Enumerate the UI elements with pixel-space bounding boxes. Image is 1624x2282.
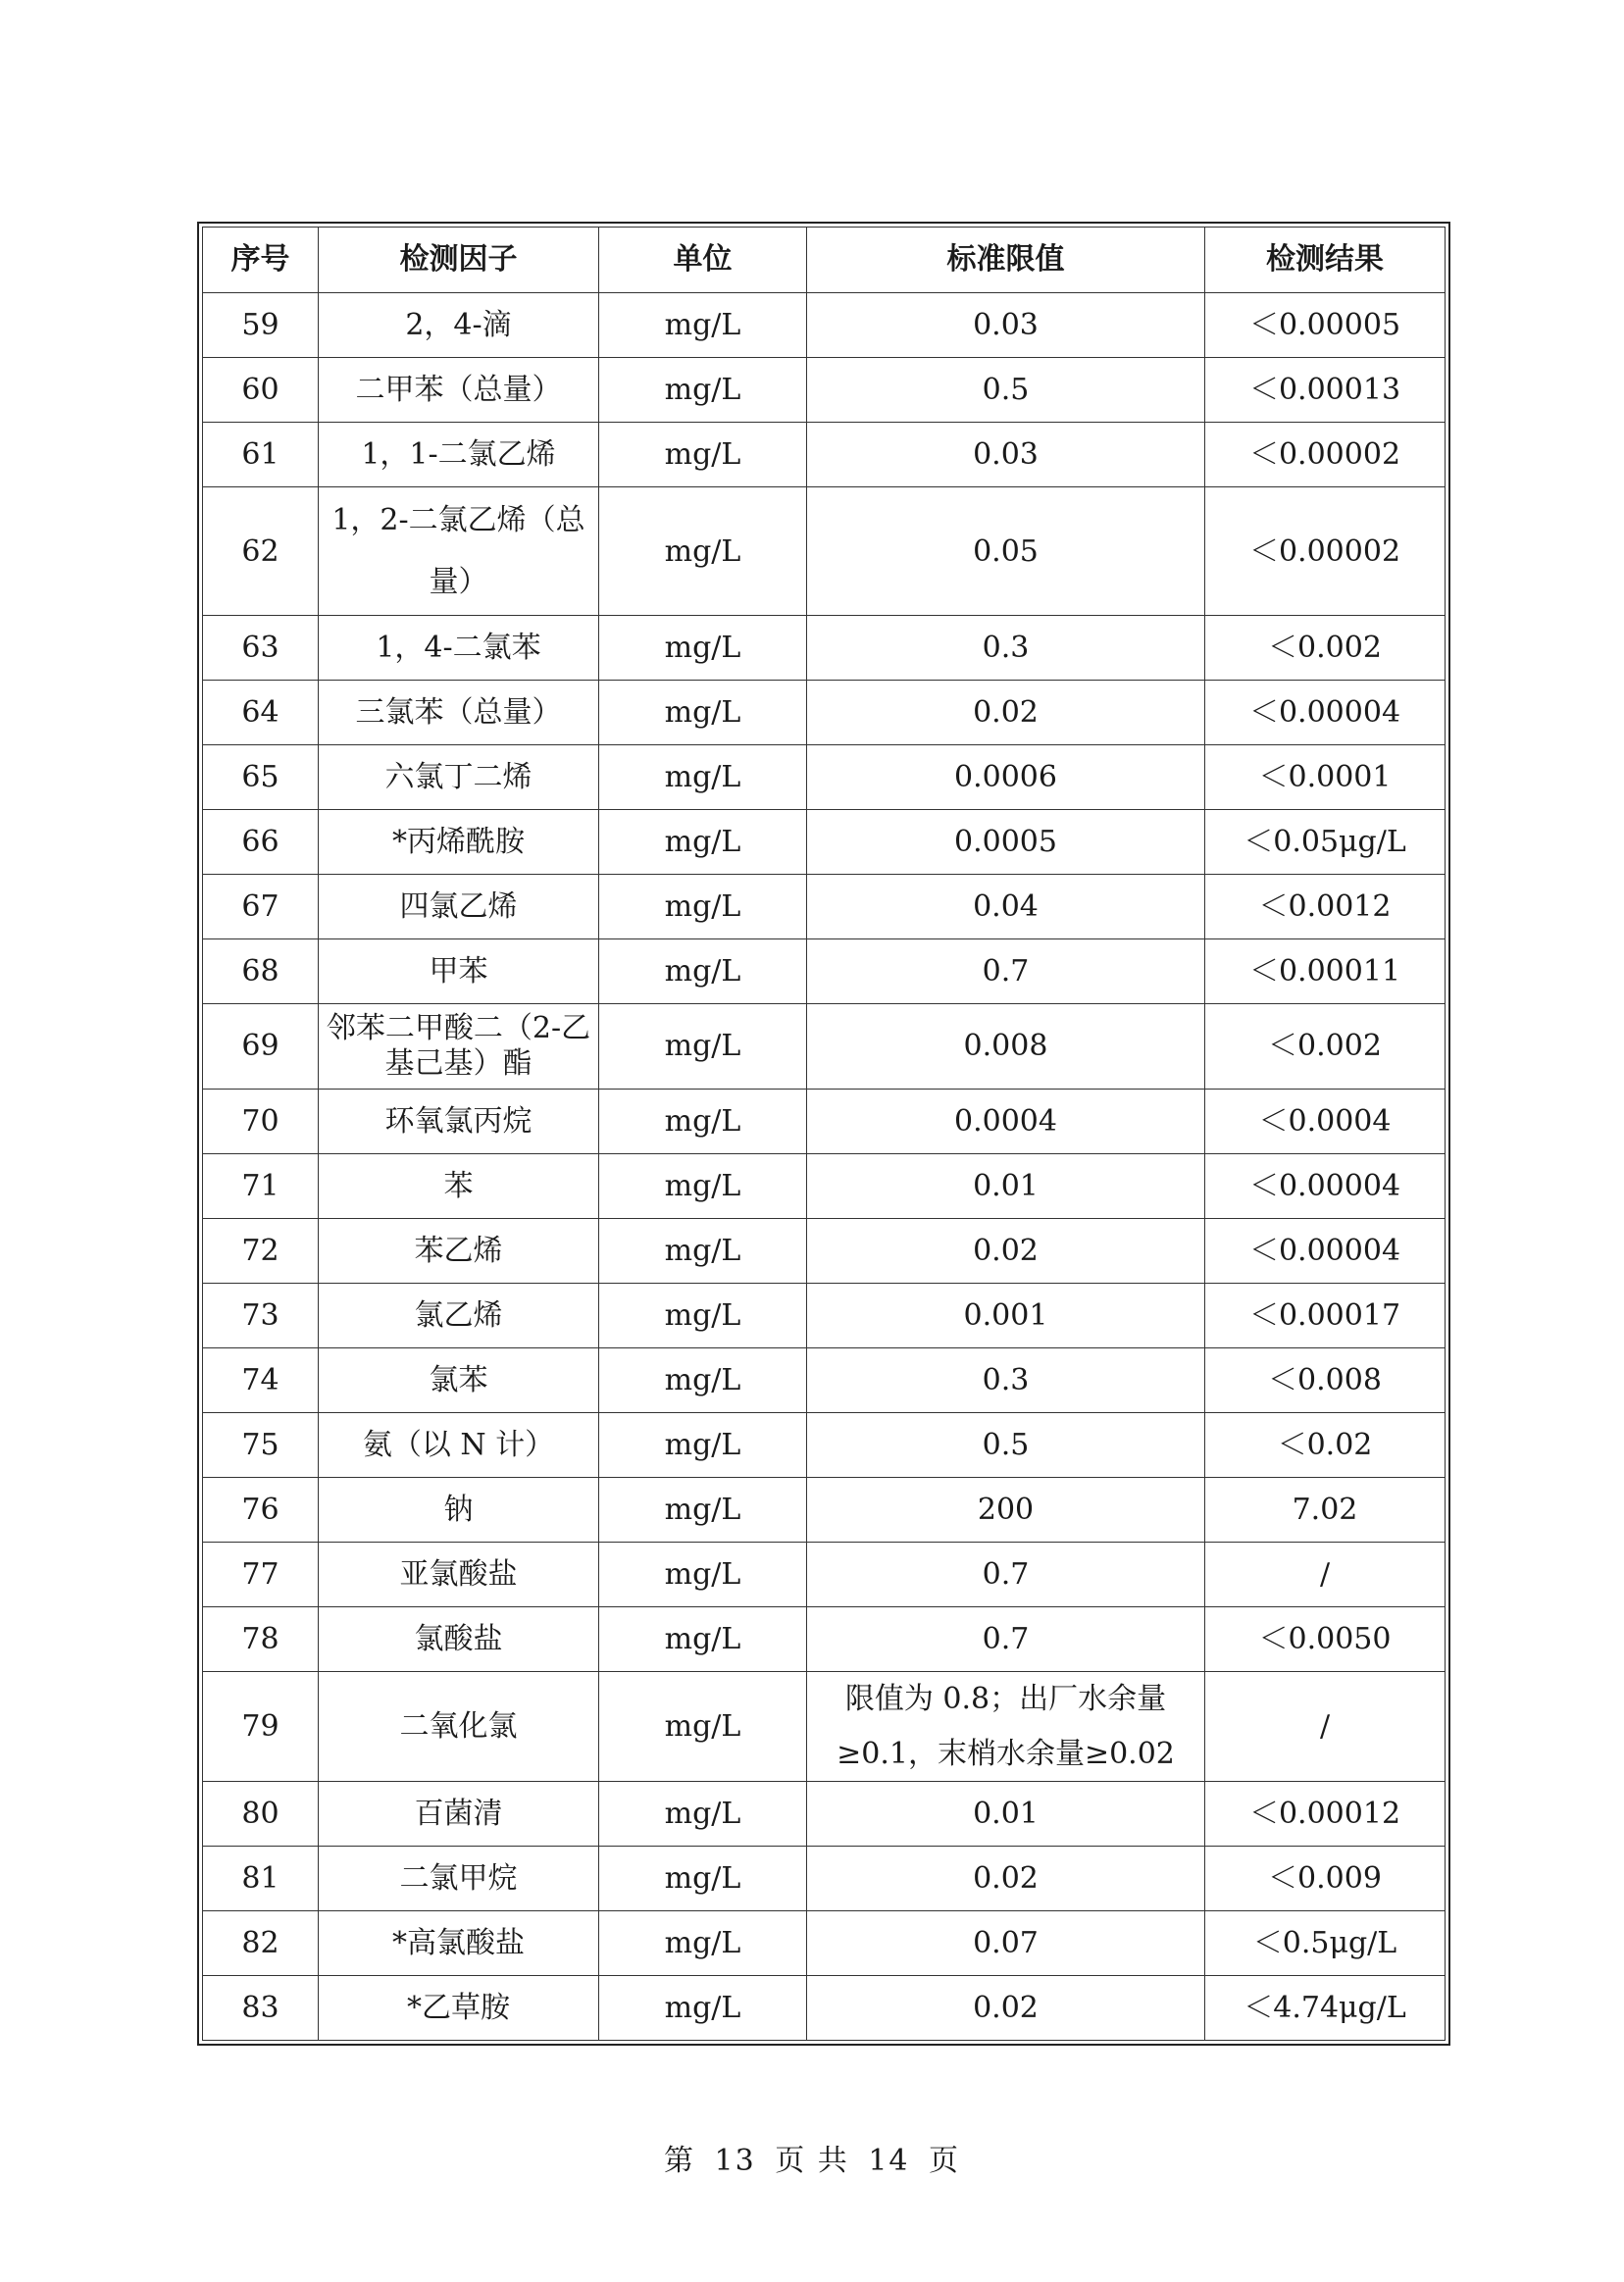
- row-factor: 1，1-二氯乙烯: [319, 423, 599, 487]
- row-result: /: [1205, 1543, 1446, 1607]
- row-no: 69: [203, 1004, 319, 1090]
- row-unit: mg/L: [599, 1004, 807, 1090]
- row-factor: 1，2-二氯乙烯（总量）: [319, 487, 599, 616]
- footer-total-pages: 14: [868, 2144, 910, 2178]
- table-row: [203, 810, 1446, 875]
- row-unit: mg/L: [599, 939, 807, 1004]
- footer-middle: 页 共: [775, 2144, 849, 2178]
- row-limit: 0.001: [807, 1284, 1205, 1348]
- row-factor: 氯乙烯: [319, 1284, 599, 1348]
- row-factor: 三氯苯（总量）: [319, 681, 599, 745]
- row-limit: 0.07: [807, 1911, 1205, 1976]
- row-unit: mg/L: [599, 1348, 807, 1413]
- row-unit: mg/L: [599, 1219, 807, 1284]
- row-limit: 0.05: [807, 487, 1205, 616]
- row-factor: 氯苯: [319, 1348, 599, 1413]
- row-unit: mg/L: [599, 1284, 807, 1348]
- row-unit: mg/L: [599, 1911, 807, 1976]
- row-factor: *乙草胺: [319, 1976, 599, 2041]
- table-row: [203, 681, 1446, 745]
- row-factor: 氨（以 N 计）: [319, 1413, 599, 1478]
- row-limit: 0.0005: [807, 810, 1205, 875]
- row-no: 62: [203, 487, 319, 616]
- results-table: [202, 227, 1446, 2041]
- results-table-frame: [197, 222, 1450, 2046]
- row-unit: mg/L: [599, 681, 807, 745]
- row-no: 83: [203, 1976, 319, 2041]
- row-no: 68: [203, 939, 319, 1004]
- table-row: [203, 745, 1446, 810]
- row-unit: mg/L: [599, 1607, 807, 1672]
- table-row: [203, 616, 1446, 681]
- table-row: [203, 1607, 1446, 1672]
- row-factor: 二氯甲烷: [319, 1847, 599, 1911]
- table-row: [203, 1672, 1446, 1782]
- row-result: ＜0.00002: [1205, 487, 1446, 616]
- row-result: ＜0.00004: [1205, 1219, 1446, 1284]
- row-factor: 二甲苯（总量）: [319, 358, 599, 423]
- row-factor: 1，4-二氯苯: [319, 616, 599, 681]
- row-no: 59: [203, 293, 319, 358]
- row-result: ＜4.74μg/L: [1205, 1976, 1446, 2041]
- row-result: ＜0.00012: [1205, 1782, 1446, 1847]
- row-result: ＜0.009: [1205, 1847, 1446, 1911]
- row-result: ＜0.02: [1205, 1413, 1446, 1478]
- row-limit: 0.0004: [807, 1090, 1205, 1154]
- row-no: 61: [203, 423, 319, 487]
- table-row: [203, 1004, 1446, 1090]
- row-factor: 百菌清: [319, 1782, 599, 1847]
- row-limit: 0.03: [807, 423, 1205, 487]
- footer-page-number: 13: [714, 2144, 756, 2178]
- row-result: ＜0.00013: [1205, 358, 1446, 423]
- row-factor: *高氯酸盐: [319, 1911, 599, 1976]
- table-row: [203, 1543, 1446, 1607]
- row-factor: 甲苯: [319, 939, 599, 1004]
- table-row: [203, 939, 1446, 1004]
- table-row: [203, 1976, 1446, 2041]
- table-row: [203, 1219, 1446, 1284]
- footer-suffix: 页: [929, 2144, 961, 2178]
- row-result: ＜0.00011: [1205, 939, 1446, 1004]
- row-limit: 0.3: [807, 616, 1205, 681]
- row-unit: mg/L: [599, 423, 807, 487]
- row-unit: mg/L: [599, 1478, 807, 1543]
- row-no: 72: [203, 1219, 319, 1284]
- row-no: 80: [203, 1782, 319, 1847]
- footer-prefix: 第: [663, 2144, 695, 2178]
- row-no: 76: [203, 1478, 319, 1543]
- row-factor: 2，4-滴: [319, 293, 599, 358]
- row-limit: 0.008: [807, 1004, 1205, 1090]
- table-row: [203, 1911, 1446, 1976]
- row-no: 79: [203, 1672, 319, 1782]
- row-limit: 0.02: [807, 681, 1205, 745]
- table-row: [203, 293, 1446, 358]
- row-limit: 0.01: [807, 1782, 1205, 1847]
- row-limit: 0.5: [807, 358, 1205, 423]
- row-factor: 邻苯二甲酸二（2-乙基己基）酯: [319, 1004, 599, 1090]
- row-unit: mg/L: [599, 1976, 807, 2041]
- row-no: 73: [203, 1284, 319, 1348]
- table-row: [203, 875, 1446, 939]
- table-row: [203, 358, 1446, 423]
- row-factor: 二氧化氯: [319, 1672, 599, 1782]
- row-no: 70: [203, 1090, 319, 1154]
- row-no: 66: [203, 810, 319, 875]
- row-limit: 0.02: [807, 1976, 1205, 2041]
- row-no: 74: [203, 1348, 319, 1413]
- row-no: 65: [203, 745, 319, 810]
- row-result: ＜0.0001: [1205, 745, 1446, 810]
- row-limit: 0.01: [807, 1154, 1205, 1219]
- header-limit: 标准限值: [807, 228, 1205, 293]
- row-no: 71: [203, 1154, 319, 1219]
- row-unit: mg/L: [599, 293, 807, 358]
- row-factor: *丙烯酰胺: [319, 810, 599, 875]
- table-row: [203, 487, 1446, 616]
- row-factor: 环氧氯丙烷: [319, 1090, 599, 1154]
- table-header-row: [203, 228, 1446, 293]
- row-unit: mg/L: [599, 1847, 807, 1911]
- row-no: 82: [203, 1911, 319, 1976]
- row-limit: 0.7: [807, 939, 1205, 1004]
- table-row: [203, 1348, 1446, 1413]
- table-row: [203, 1478, 1446, 1543]
- row-factor: 四氯乙烯: [319, 875, 599, 939]
- header-unit: 单位: [599, 228, 807, 293]
- page-footer: [0, 2136, 1624, 2179]
- table-row: [203, 1847, 1446, 1911]
- row-result: ＜0.00017: [1205, 1284, 1446, 1348]
- table-row: [203, 1413, 1446, 1478]
- row-result: ＜0.008: [1205, 1348, 1446, 1413]
- row-factor: 亚氯酸盐: [319, 1543, 599, 1607]
- header-result: 检测结果: [1205, 228, 1446, 293]
- row-unit: mg/L: [599, 810, 807, 875]
- row-unit: mg/L: [599, 1090, 807, 1154]
- row-unit: mg/L: [599, 1413, 807, 1478]
- row-result: ＜0.002: [1205, 616, 1446, 681]
- row-limit: 0.04: [807, 875, 1205, 939]
- row-limit: 0.0006: [807, 745, 1205, 810]
- row-limit: 0.7: [807, 1543, 1205, 1607]
- row-result: ＜0.5μg/L: [1205, 1911, 1446, 1976]
- row-no: 77: [203, 1543, 319, 1607]
- row-unit: mg/L: [599, 358, 807, 423]
- table-row: [203, 1284, 1446, 1348]
- table-row: [203, 423, 1446, 487]
- row-unit: mg/L: [599, 1782, 807, 1847]
- row-unit: mg/L: [599, 616, 807, 681]
- header-no: 序号: [203, 228, 319, 293]
- row-no: 67: [203, 875, 319, 939]
- row-limit: 0.7: [807, 1607, 1205, 1672]
- row-result: ＜0.00005: [1205, 293, 1446, 358]
- row-limit: 0.5: [807, 1413, 1205, 1478]
- row-limit: 0.3: [807, 1348, 1205, 1413]
- row-result: ＜0.0004: [1205, 1090, 1446, 1154]
- row-factor: 氯酸盐: [319, 1607, 599, 1672]
- row-result: ＜0.0012: [1205, 875, 1446, 939]
- table-row: [203, 1782, 1446, 1847]
- row-factor: 钠: [319, 1478, 599, 1543]
- table-row: [203, 1090, 1446, 1154]
- row-unit: mg/L: [599, 745, 807, 810]
- row-limit: 0.02: [807, 1219, 1205, 1284]
- row-unit: mg/L: [599, 875, 807, 939]
- table-row: [203, 1154, 1446, 1219]
- row-result: /: [1205, 1672, 1446, 1782]
- row-result: ＜0.00002: [1205, 423, 1446, 487]
- row-unit: mg/L: [599, 1543, 807, 1607]
- row-limit: 0.02: [807, 1847, 1205, 1911]
- row-no: 63: [203, 616, 319, 681]
- row-result: ＜0.0050: [1205, 1607, 1446, 1672]
- table-body: [203, 293, 1446, 2041]
- row-factor: 六氯丁二烯: [319, 745, 599, 810]
- header-factor: 检测因子: [319, 228, 599, 293]
- row-unit: mg/L: [599, 1154, 807, 1219]
- row-limit: 200: [807, 1478, 1205, 1543]
- row-limit: 限值为 0.8；出厂水余量≥0.1，末梢水余量≥0.02: [807, 1672, 1205, 1782]
- row-result: ＜0.00004: [1205, 681, 1446, 745]
- row-result: ＜0.00004: [1205, 1154, 1446, 1219]
- row-no: 64: [203, 681, 319, 745]
- row-no: 75: [203, 1413, 319, 1478]
- row-factor: 苯: [319, 1154, 599, 1219]
- row-no: 81: [203, 1847, 319, 1911]
- row-limit: 0.03: [807, 293, 1205, 358]
- row-no: 78: [203, 1607, 319, 1672]
- row-result: ＜0.05μg/L: [1205, 810, 1446, 875]
- row-unit: mg/L: [599, 487, 807, 616]
- row-unit: mg/L: [599, 1672, 807, 1782]
- row-no: 60: [203, 358, 319, 423]
- row-factor: 苯乙烯: [319, 1219, 599, 1284]
- row-result: 7.02: [1205, 1478, 1446, 1543]
- row-result: ＜0.002: [1205, 1004, 1446, 1090]
